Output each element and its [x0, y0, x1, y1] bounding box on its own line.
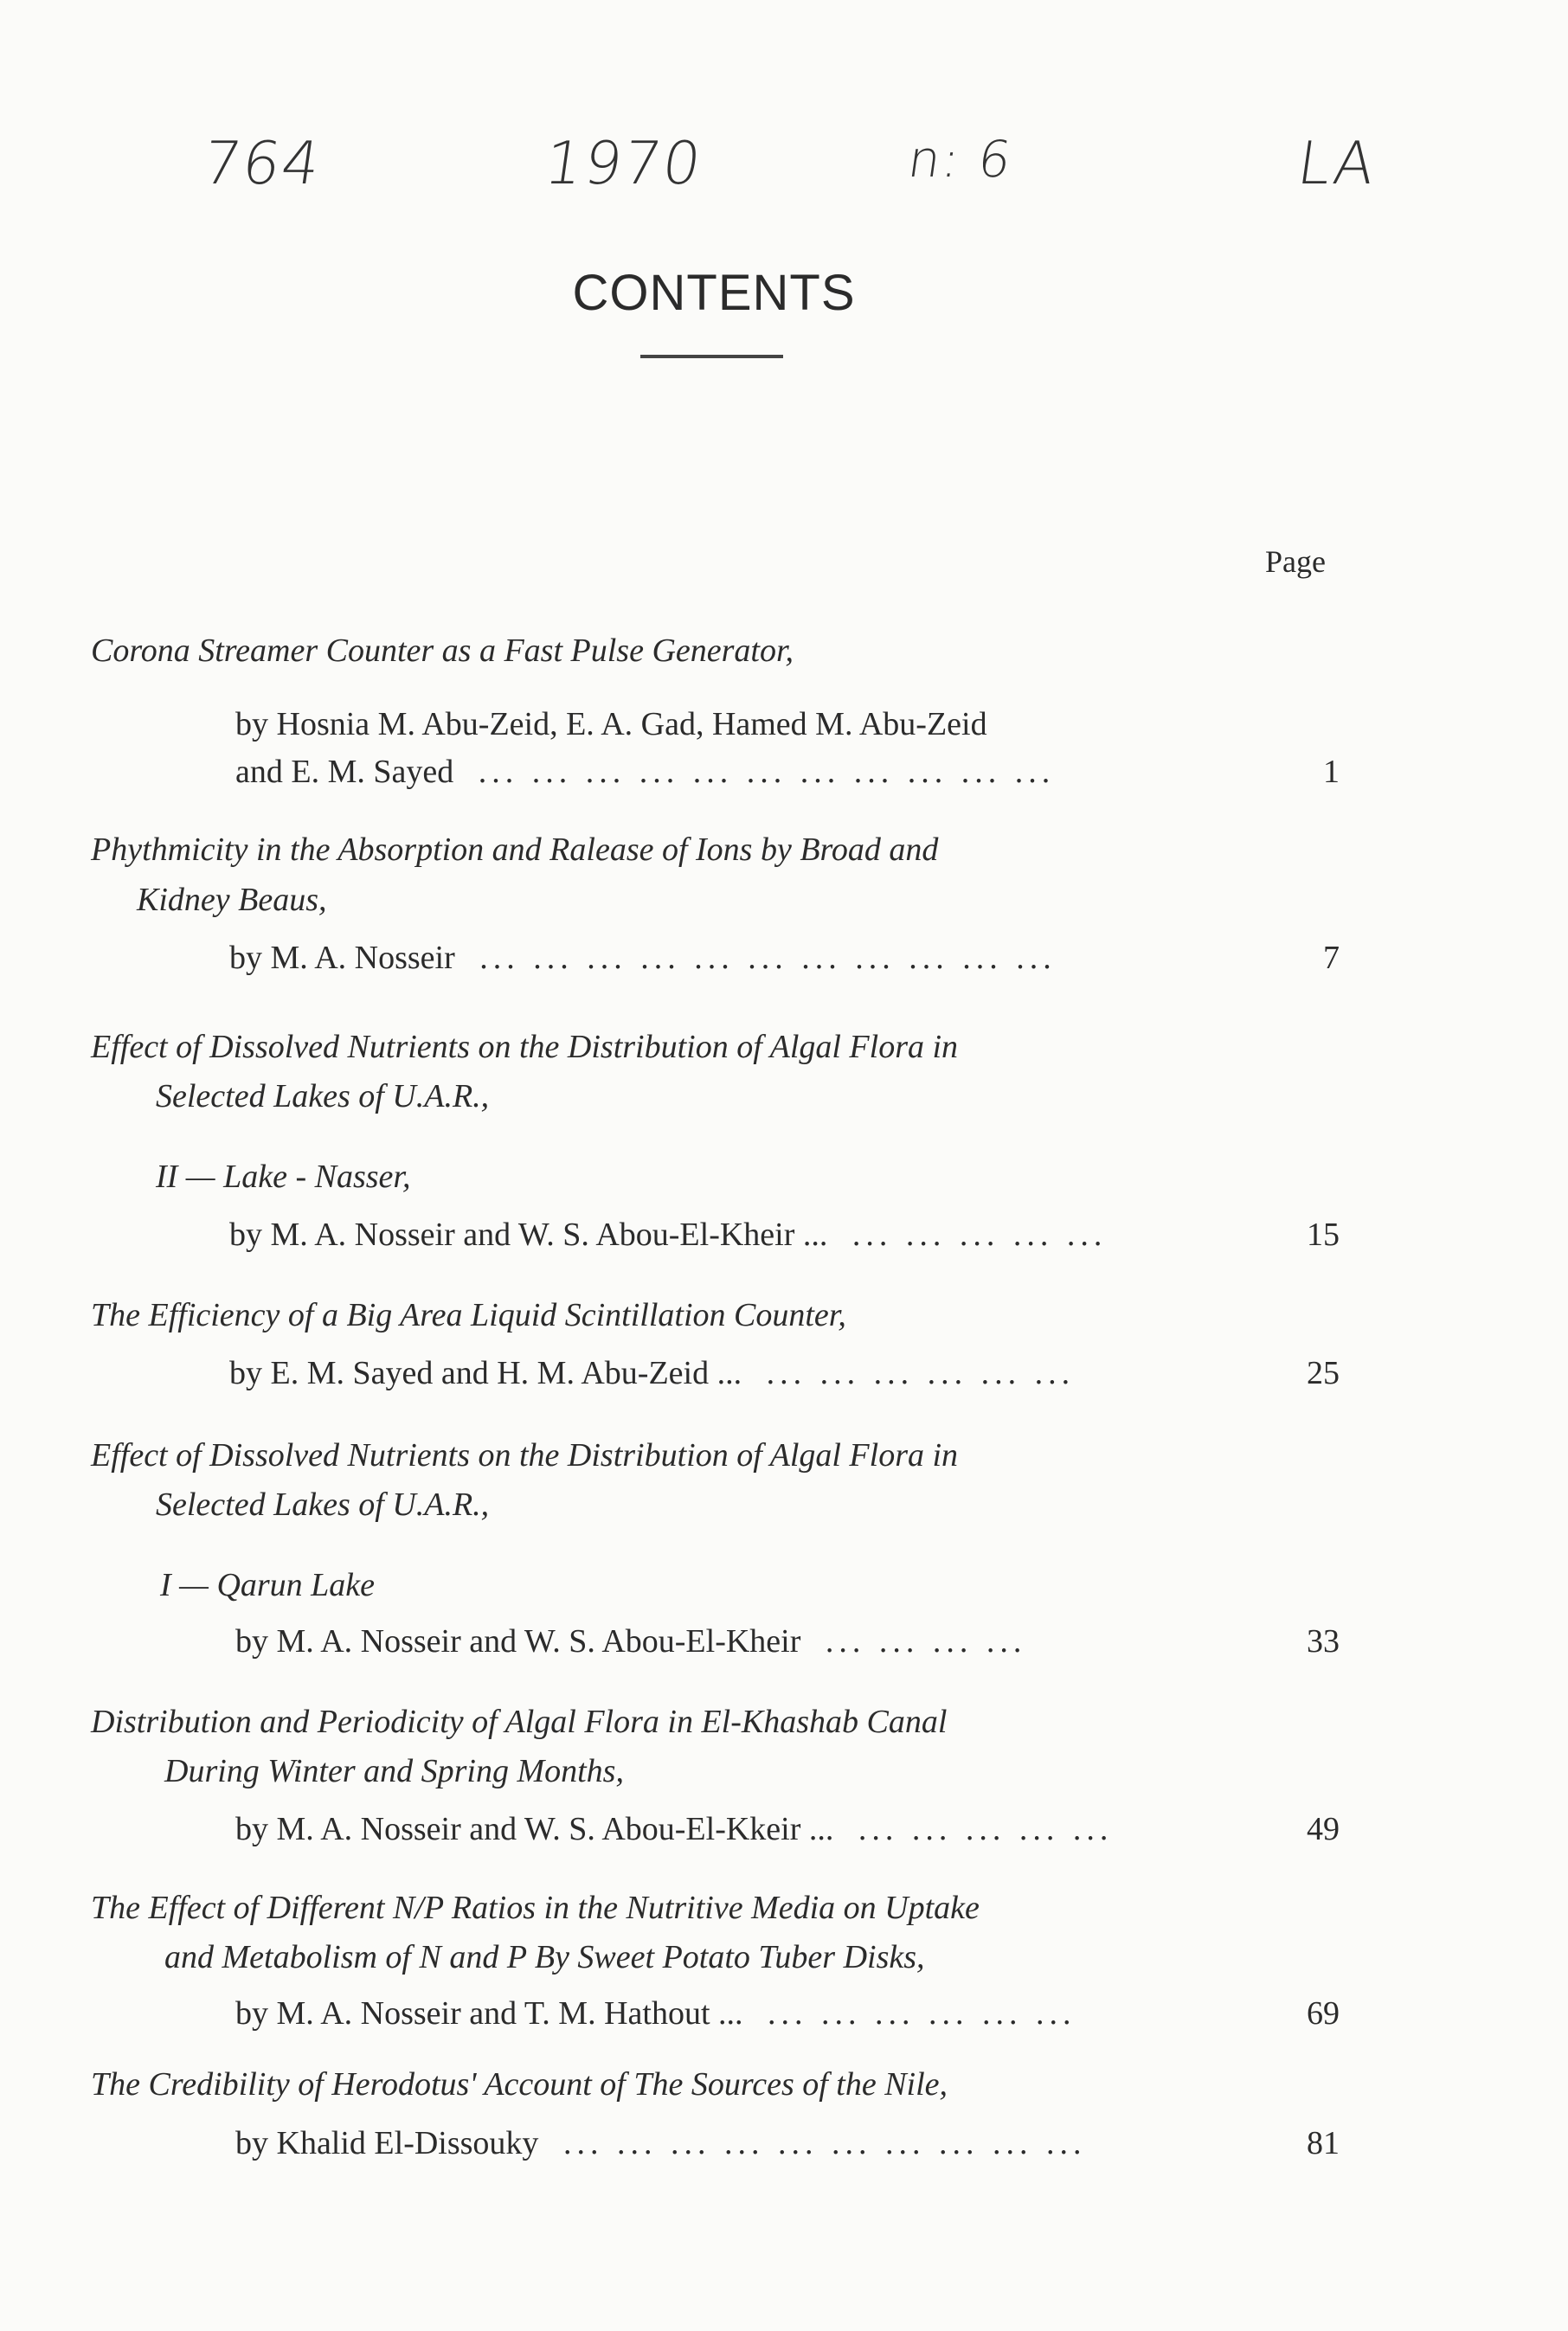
entry-title: Effect of Dissolved Nutrients on the Distribution of Algal Flora in [91, 1437, 959, 1474]
handwritten-year: 1970 [540, 130, 707, 198]
page-title: CONTENTS [572, 265, 856, 321]
entry-page-number: 69 [1307, 1995, 1340, 2032]
entry-title: During Winter and Spring Months, [164, 1753, 624, 1789]
entry-title: Distribution and Periodicity of Algal Flora in El-Khashab Canal [91, 1704, 948, 1740]
entry-authors: by E. M. Sayed and H. M. Abu-Zeid ... ... ... ... ... ... ... [229, 1355, 1076, 1391]
entry-authors: by Hosnia M. Abu-Zeid, E. A. Gad, Hamed M. Abu-Zeid [235, 706, 987, 742]
entry-subtitle: I — Qarun Lake [160, 1567, 376, 1603]
entry-page-number: 1 [1323, 754, 1340, 790]
entry-authors: by M. A. Nosseir and W. S. Abou-El-Kheir ... ... ... ... [235, 1623, 1027, 1660]
entry-page-number: 33 [1307, 1623, 1340, 1660]
entry-page-number: 81 [1307, 2125, 1340, 2161]
entry-title: Phythmicity in the Absorption and Ralease of Ions by Broad and [91, 832, 939, 868]
entry-title: The Credibility of Herodotus' Account of The Sources of the Nile, [91, 2066, 948, 2103]
entry-title: Effect of Dissolved Nutrients on the Distribution of Algal Flora in [91, 1029, 959, 1065]
title-rule [640, 355, 783, 358]
entry-authors: by M. A. Nosseir ... ... ... ... ... ... ... ... ... ... ... [229, 940, 1057, 976]
page-column-header: Page [1265, 544, 1326, 579]
entry-authors: and E. M. Sayed ... ... ... ... ... ... ... ... ... ... ... [235, 754, 1056, 790]
handwritten-code: 764 [198, 130, 326, 198]
entry-authors: by Khalid El-Dissouky ... ... ... ... ... ... ... ... ... ... [235, 2125, 1087, 2161]
entry-page-number: 15 [1307, 1217, 1340, 1253]
handwritten-issue: n: 6 [904, 130, 1017, 189]
contents-title-wrap [554, 264, 874, 322]
handwritten-initials: LA [1293, 130, 1381, 198]
entry-page-number: 7 [1323, 940, 1340, 976]
entry-page-number: 25 [1307, 1355, 1340, 1391]
entry-page-number: 49 [1307, 1811, 1340, 1847]
entry-authors: by M. A. Nosseir and T. M. Hathout ... ... ... ... ... ... ... [235, 1995, 1076, 2032]
entry-authors: by M. A. Nosseir and W. S. Abou-El-Kkeir ... ... ... ... ... ... [235, 1811, 1114, 1847]
entry-title: Kidney Beaus, [137, 882, 327, 918]
entry-title: The Effect of Different N/P Ratios in the Nutritive Media on Uptake [91, 1890, 980, 1926]
entry-title: The Efficiency of a Big Area Liquid Scintillation Counter, [91, 1297, 846, 1333]
entry-title: Selected Lakes of U.A.R., [156, 1078, 490, 1114]
entry-subtitle: II — Lake - Nasser, [156, 1159, 411, 1195]
entry-title: Selected Lakes of U.A.R., [156, 1487, 490, 1523]
entry-title: and Metabolism of N and P By Sweet Potato Tuber Disks, [164, 1939, 925, 1975]
entry-authors: by M. A. Nosseir and W. S. Abou-El-Kheir ... ... ... ... ... ... [229, 1217, 1108, 1253]
entry-title: Corona Streamer Counter as a Fast Pulse Generator, [91, 633, 794, 669]
